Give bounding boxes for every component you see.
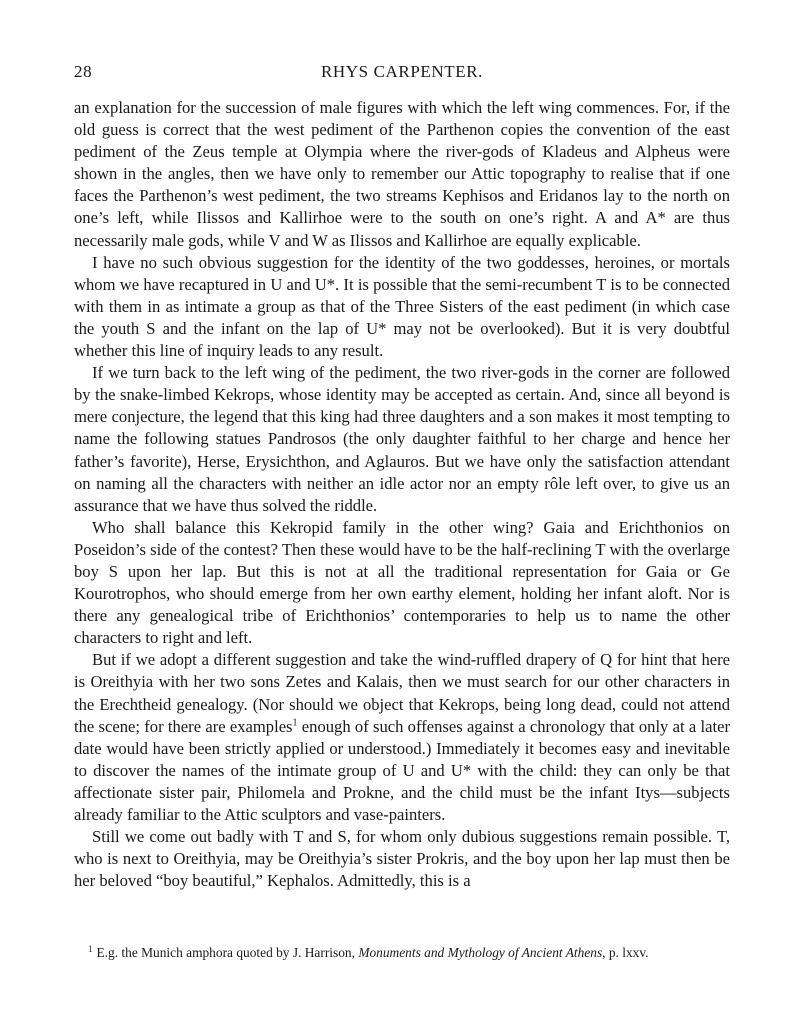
paragraph-3: If we turn back to the left wing of the pediment, the two river-gods in the corner are followed by the snake-limbed Kekrops, whose identity may be accepted as certain. And, since all beyond is mere conjecture, the legend that this king had three daughters and a son makes it most tempting to name the following statues Pandrosos (the only daughter faithful to her charge and hence her father’s favorite), Herse, Erysichthon, and Aglauros. But we have only the satisfaction attendant on naming all the characters with neither an idle actor nor an empty rôle left over, to give us an assurance that we have thus solved the riddle. — [74, 363, 730, 515]
running-head — [74, 58, 730, 88]
page-number: 28 — [74, 62, 93, 81]
page — [74, 58, 730, 892]
footnote-reference[interactable]: 1 — [292, 717, 298, 729]
running-title: RHYS CARPENTER. — [320, 62, 484, 81]
body-text — [74, 97, 730, 892]
footnote-text-after: , p. lxxv. — [602, 945, 649, 960]
footnote-book-title: Monuments and Mythology of Ancient Athens — [358, 945, 603, 960]
paragraph-6: Still we come out badly with T and S, for whom only dubious suggestions remain possible. T, who is next to Oreithyia, may be Oreithyia’s sister Prokris, and the boy upon her lap must then be her beloved “boy beautiful,” Kephalos. Admittedly, this is a — [74, 827, 730, 891]
paragraph-5 — [74, 649, 730, 826]
paragraph-5-text-a: But if we adopt a different suggestion and take the wind-ruffled drapery of Q for hint that here is Oreithyia with her two sons Zetes and Kalais, then we must search for our other characters in the Erechtheid genealogy. (Nor should we object that Kekrops, being long dead, could not attend the scene; for there are examples — [74, 650, 730, 736]
footnote — [88, 944, 728, 961]
footnote-mark: 1 — [88, 943, 93, 954]
paragraph-2: I have no such obvious suggestion for the identity of the two goddesses, heroines, or mortals whom we have recaptured in U and U*. It is possible that the semi-recumbent T is to be connected with them in as intimate a group as that of the Three Sisters of the east pediment (in which case the youth S and the infant on the lap of U* may not be overlooked). But it is very doubtful whether this line of inquiry leads to any result. — [74, 252, 730, 361]
footnote-text-before: E.g. the Munich amphora quoted by J. Harrison, — [96, 945, 359, 960]
paragraph-5-text-b: enough of such offenses against a chronology that only at a later date would have been strictly applied or understood.) Immediately it becomes easy and inevitable to discover the names of the intimate group of U and U* with the child: they can only be that affectionate sister pair, Philomela and Prokne, and the child must be the infant Itys—subjects already familiar to the Attic sculptors and vase-painters. — [74, 716, 730, 824]
paragraph-1: an explanation for the succession of male figures with which the left wing commences. For, if the old guess is correct that the west pediment of the Parthenon copies the convention of the east pediment of the Zeus temple at Olympia where the river-gods of Kladeus and Alpheus were shown in the angles, then we have only to remember our Attic topography to realise that if one faces the Parthenon’s west pediment, the two streams Kephisos and Eridanos lay to the north on one’s left, while Ilissos and Kallirhoe were to the south on one’s right. A and A* are thus necessarily male gods, while V and W as Ilissos and Kallirhoe are equally explicable. — [74, 98, 730, 250]
paragraph-4: Who shall balance this Kekropid family in the other wing? Gaia and Erichthonios on Poseidon’s side of the contest? Then these would have to be the half-reclining T with the overlarge boy S upon her lap. But this is not at all the traditional representation for Gaia or Ge Kourotrophos, who should emerge from her own earthy element, holding her infant aloft. Nor is there any genealogical tribe of Erichthonios’ contemporaries to help us to name the other characters to right and left. — [74, 517, 730, 648]
